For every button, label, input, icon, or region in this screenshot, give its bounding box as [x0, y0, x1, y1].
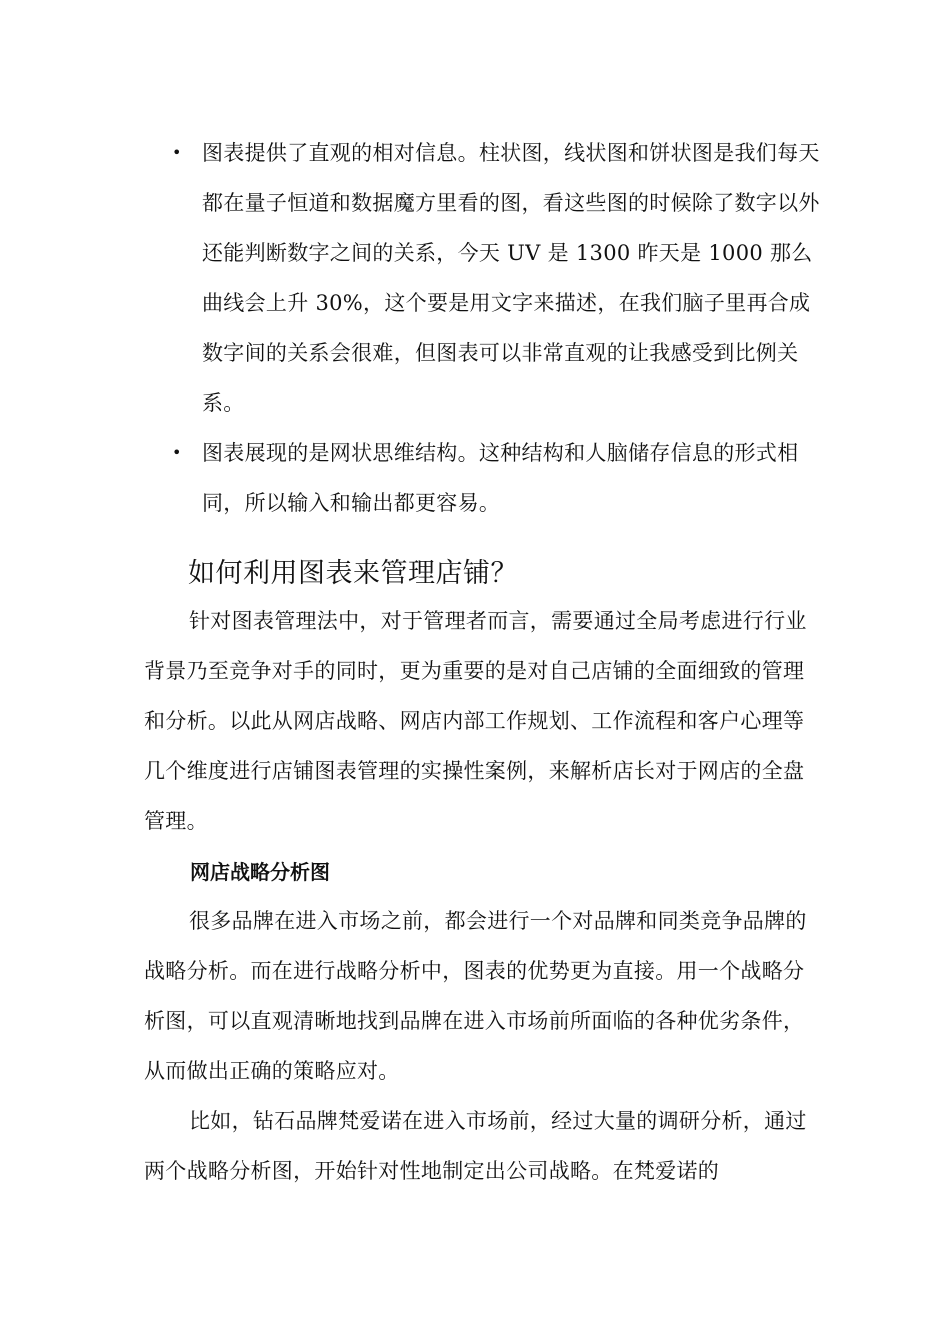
body-paragraph: 比如，钻石品牌梵爱诺在进入市场前，经过大量的调研分析，通过两个战略分析图，开始针对性地制定出公司战略。在梵爱诺的: [144, 1109, 807, 1183]
bullet-item: [150, 428, 820, 528]
bullet-item: [150, 128, 820, 428]
bullet-text: 图表提供了直观的相对信息。柱状图，线状图和饼状图是我们每天都在量子恒道和数据魔方里看的图，看这些图的时候除了数字以外还能判断数字之间的关系，今天 UV 是 1300 昨天是 1000 那么曲线会上升 30%，这个要是用文字来描述，在我们脑子里再合成数字间的关系会很难，但图表可以非常直观的让我感受到比例关系。: [202, 141, 820, 415]
bullet-dot-icon: •: [172, 443, 182, 462]
bullet-text: 图表展现的是网状思维结构。这种结构和人脑储存信息的形式相同，所以输入和输出都更容易。: [202, 441, 799, 515]
subsection-heading: 网店战略分析图: [190, 860, 330, 884]
body-paragraph: 针对图表管理法中，对于管理者而言，需要通过全局考虑进行行业背景乃至竞争对手的同时，更为重要的是对自己店铺的全面细致的管理和分析。以此从网店战略、网店内部工作规划、工作流程和客户心理等几个维度进行店铺图表管理的实操性案例，来解析店长对于网店的全盘管理。: [144, 609, 807, 833]
body-paragraph: 很多品牌在进入市场之前，都会进行一个对品牌和同类竞争品牌的战略分析。而在进行战略分析中，图表的优势更为直接。用一个战略分析图，可以直观清晰地找到品牌在进入市场前所面临的各种优劣条件，从而做出正确的策略应对。: [144, 909, 807, 1083]
bullet-list: [150, 128, 820, 528]
section-heading: 如何利用图表来管理店铺？: [188, 558, 518, 589]
bullet-dot-icon: •: [172, 143, 182, 162]
